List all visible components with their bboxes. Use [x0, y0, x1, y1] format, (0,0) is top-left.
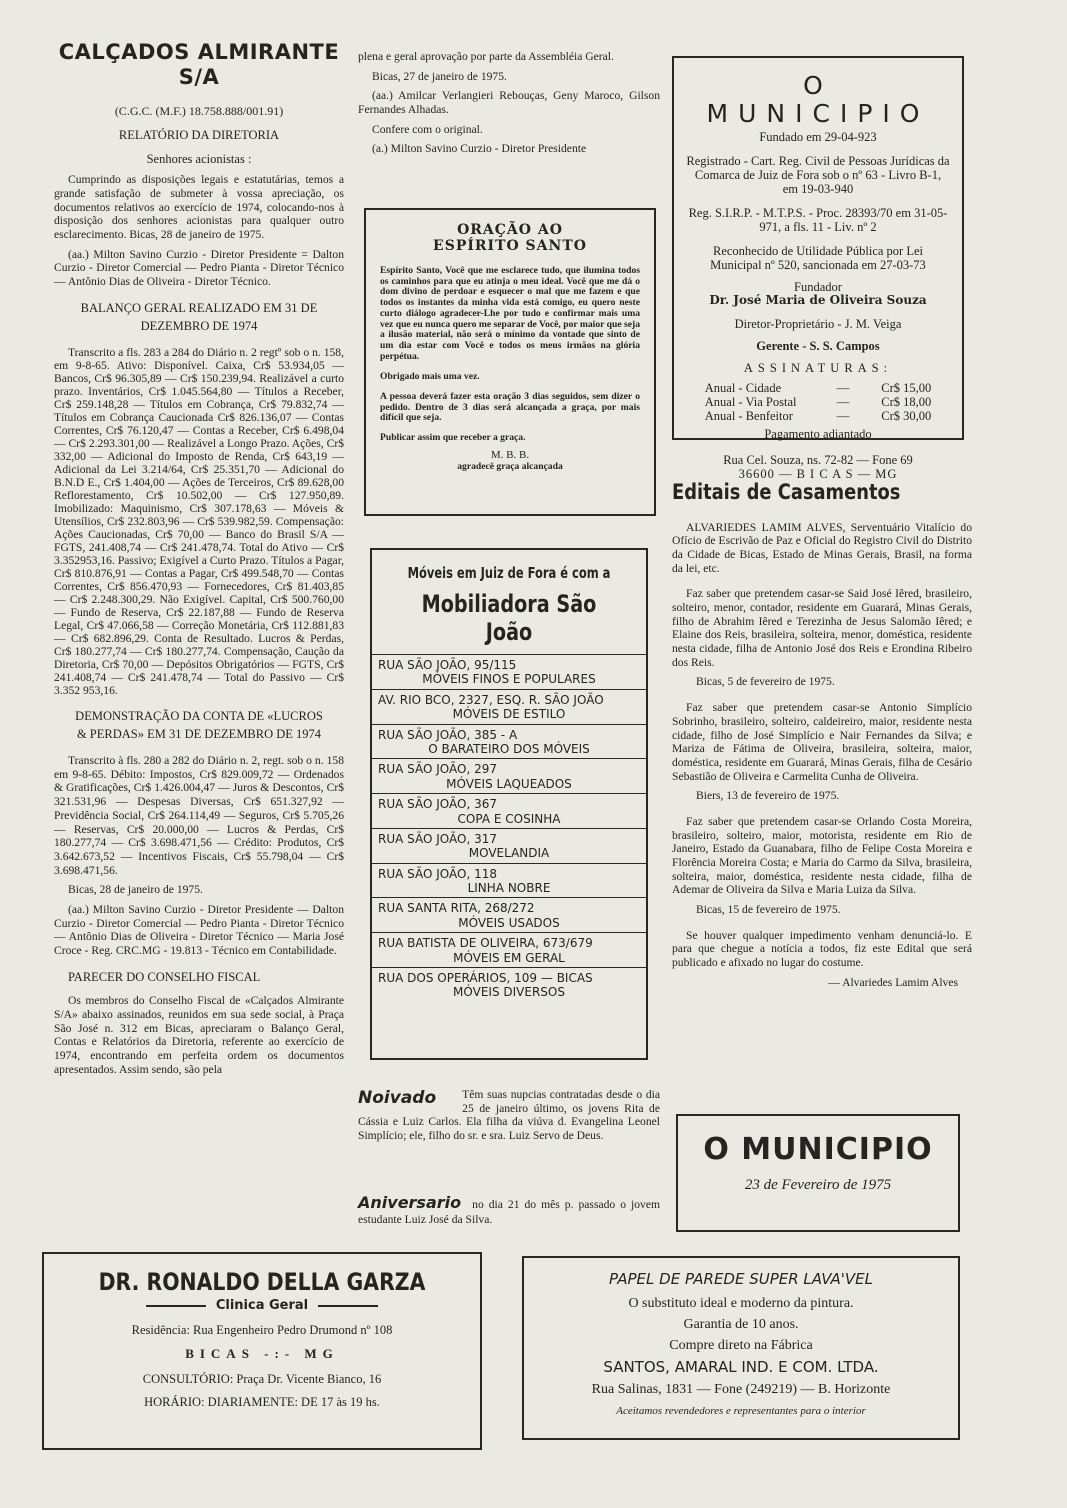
- moveis-row-address: RUA SÃO JOÃO, 367: [378, 797, 497, 812]
- assinatura-2-value: Cr$ 18,00: [881, 395, 932, 410]
- oracao-initials: M. B. B.: [490, 449, 530, 462]
- moveis-row: [372, 898, 646, 933]
- demo-text: Transcrito à fls. 280 a 282 do Diário n. 2, regt. sob o n. 158 em 9-8-65. Débito: Impostos, Cr$ 829.009,72 — Ordenados & Gratificações, Cr$ 1.426.004,47 — Juros & Descontos, Cr$ 321.531,96 — Despesas Diversas, Cr$ 651.327,92 — Previdência Social, Cr$ 264.114,49 — Seguros, Cr$ 5.705,26 — Reservas, Cr$ 20.000,00 — Lucros & Perdas, Cr$ 180.277,74 — Cr$ 3.698.471,56 — Crédito: Produtos, Cr$ 3.642.673,52 — Incentivos Fiscais, Cr$ 55.798,04 — Cr$ 3.698.471,56.: [54, 754, 344, 877]
- assinatura-1-dash: —: [836, 381, 850, 396]
- moveis-row-category: O BARATEIRO DOS MÓVEIS: [428, 741, 590, 756]
- oracao-thanks: Obrigado mais uma vez.: [380, 370, 480, 382]
- noivado-block: [358, 1088, 660, 1143]
- moveis-row: [372, 759, 646, 794]
- moveis-row-category: MÓVEIS USADOS: [458, 915, 560, 930]
- ronaldo-rule-left: [146, 1305, 206, 1307]
- editais-closing: Se houver qualquer impedimento venham denunciá-lo. E para que chegue a notícia a todos, fiz este Edital que será publicado e afixado no lugar do costume.: [672, 928, 972, 969]
- ronaldo-consult: CONSULTÓRIO: Praça Dr. Vicente Bianco, 16: [142, 1372, 382, 1386]
- moveis-row-category: MÓVEIS DE ESTILO: [452, 707, 566, 722]
- calcados-column: [54, 40, 344, 1082]
- moveis-row: [372, 690, 646, 725]
- assinatura-2-dash: —: [836, 395, 850, 410]
- edital-2: Faz saber que pretendem casar-se Antonio Simplício Sobrinho, brasileiro, solteiro, caldeireiro, maior, residente nesta cidade, filho de José Simplício e Nair Fernandes da Silva; e Mariza de Fátima de Oliveira, brasileira, solteira, maior, doméstica, residente em Guarará, Minas Gerais, filha de Cesário Sebastião de Oliveira e Carmelita Cunha de Oliveira.: [672, 701, 972, 783]
- oracao-text: Espírito Santo, Você que me esclarece tudo, que ilumina todos os caminhos para que eu atinja o meu ideal. Você que me dá o dom divino de perdoar e esquecer o mal que me fazem e que todos os instantes da minha vida está comigo, eu quero neste curto diálogo agradecer-Lhe por tudo e confirmar mais uma vez que eu nunca quero me separar de Você, por maior que seja a ilusão material, não será o mínimo da vontade que sinto de um dia estar com Você e todos os meus irmãos na glória perpétua.: [380, 265, 640, 362]
- moveis-row-address: RUA SÃO JOÃO, 95/115: [378, 658, 517, 672]
- municipio-gerente: Gerente - S. S. Campos: [756, 339, 880, 354]
- masthead-date: 23 de Fevereiro de 1975: [744, 1177, 892, 1193]
- moveis-rows: [372, 655, 646, 1002]
- noivado-text: Têm suas nupcias contratadas desde o dia 25 de janeiro último, os jovens Rita de Cássia e Luiz Carlos. Ela filha da viúva d. Evangelina Leonel Simplício; ele, filho do sr. e sra. Luiz Servo de Deus.: [358, 1088, 660, 1143]
- moveis-row: [372, 933, 646, 968]
- moveis-row-address: RUA SÃO JOÃO, 385 - A: [378, 727, 518, 742]
- calcados-greeting: Senhores acionistas :: [146, 152, 252, 167]
- moveis-row-address: RUA BATISTA DE OLIVEIRA, 673/679: [378, 936, 593, 951]
- papel-line-6: Aceitamos revendedores e representantes para o interior: [616, 1405, 866, 1418]
- moveis-row-address: AV. RIO BCO, 2327, ESQ. R. SÃO JOÃO: [378, 692, 604, 707]
- calcados-date2: Bicas, 28 de janeiro de 1975.: [68, 883, 203, 897]
- moveis-row-category: MÓVEIS DIVERSOS: [453, 985, 565, 1000]
- calcados-p3: (aa.) Milton Savino Curzio - Diretor Presidente — Dalton Curzio - Diretor Comercial — Pedro Pianta - Diretor Técnico — Antônio Dias de Oliveira - Diretor Técnico — Maria José Croce - Reg. CRC.MG - 19.813 - Técnico em Contabilidade.: [54, 902, 344, 957]
- municipio-fundador: Dr. José Maria de Oliveira Souza: [709, 293, 927, 307]
- ronaldo-sub-row: [44, 1298, 480, 1313]
- moveis-row-address: RUA DOS OPERÁRIOS, 109 — BICAS: [378, 971, 593, 986]
- aniversario-text: no dia 21 do mês p. passado o jovem estudante Luiz José da Silva.: [358, 1198, 660, 1226]
- papel-line-1: O substituto ideal e moderno da pintura.: [628, 1296, 854, 1311]
- col2-sign: (aa.) Amilcar Verlangieri Rebouças, Geny Maroco, Gilson Fernandes Alhadas.: [358, 89, 660, 117]
- moveis-row: [372, 725, 646, 760]
- noivado-title: Noivado: [358, 1088, 437, 1108]
- moveis-row-category: MÓVEIS FINOS E POPULARES: [422, 672, 596, 687]
- aniversario-title: Aniversario: [358, 1193, 462, 1212]
- editais-title: Editais de Casamentos: [672, 480, 901, 504]
- ronaldo-title: DR. RONALDO DELLA GARZA: [98, 1268, 426, 1296]
- calcados-p2: (aa.) Milton Savino Curzio - Diretor Presidente = Dalton Curzio - Diretor Comercial — Pedro Pianta - Diretor Técnico — Antônio Dias de Oliveira - Diretor Técnico.: [54, 247, 344, 288]
- municipio-diretor: Diretor-Proprietário - J. M. Veiga: [734, 317, 902, 332]
- moveis-row: [372, 968, 646, 1002]
- calcados-cgc: (C.G.C. (M.F.) 18.758.888/001.91): [114, 103, 284, 118]
- municipio-title: O MUNICIPIO: [706, 71, 930, 128]
- ronaldo-box: [42, 1252, 482, 1450]
- balanco-title: BALANÇO GERAL REALIZADO EM 31 DE DEZEMBRO DE 1974: [80, 300, 318, 334]
- moveis-box: [370, 548, 648, 1060]
- col2-confere: Confere com o original.: [372, 122, 483, 136]
- moveis-row-address: RUA SÃO JOÃO, 317: [378, 831, 497, 846]
- moveis-title-2: Mobiliadora São João: [421, 590, 597, 646]
- masthead-box: [676, 1114, 960, 1232]
- assinatura-row-3: [686, 409, 950, 423]
- municipio-endereco: Rua Cel. Souza, ns. 72-82 — Fone 69: [723, 453, 913, 468]
- moveis-row-category: COPA E COSINHA: [457, 811, 561, 826]
- assinatura-2-label: Anual - Via Postal: [704, 395, 797, 410]
- moveis-row: [372, 794, 646, 829]
- assinatura-1-label: Anual - Cidade: [704, 381, 782, 396]
- papel-box: [522, 1256, 960, 1440]
- municipio-pagamento: Pagamento adiantado: [764, 427, 872, 442]
- masthead-title: O MUNICIPIO: [703, 1132, 933, 1167]
- balanco-text: Transcrito a fls. 283 a 284 do Diário n. 2 regtº sob o n. 158, em 9-8-65. Ativo: Disponível. Caixa, Cr$ 53.934,05 — Bancos, Cr$ 96.305,89 — Cr$ 150.239,94. Realizável a curto prazo. Inventários, Cr$ 1.045.564,80 — Títulos a Receber, Cr$ 259.148,28 — Títulos em Cobrança, Cr$ 79.832,74 — Títulos em Cobrança Caucionada Cr$ 826.136,07 — Contas Correntes, Cr$ 76.120,47 — Contas a Receber, Cr$ 6.498,04 — Cr$ 2.293.301,00 — Realizável a Longo Prazo. Ações, Cr$ 332,00 — Adicional do Imposto de Renda, Cr$ 643,19 — Adicional da Lei 3.214/64, Cr$ 25.351,70 — Adicional do B.N.D E., Cr$ 1.404,00 — Ações de Terceiros, Cr$ 89.628,00 Reflorestamento, Cr$ 10.502,00 — Cr$ 127.950,89. Imobilizado: Maquinismo, Cr$ 307.178,63 — Móveis & Utensílios, Cr$ 232.803,96 — Cr$ 539.982,59. Compensação: Ações Caucionadas, Cr$ 70,00 — Banco do Brasil S/A — FGTS, 241.408,74 — Cr$ 241.478,74. Total do Ativo — Cr$ 3.352953,16. Passivo; Exigível a Curto Prazo. Títulos a Pagar, Cr$ 810.876,91 — Contas a Pagar, Cr$ 499.548,70 — Contas Correntes, Cr$ 856.470,93 — Fornecedores, Cr$ 81.403,85 — Cr$ 2.248.300,29. Não Exigível. Capital, Cr$ 500.760,00 — Fundo de Reserva, Cr$ 22.187,88 — Fundo de Reserva Legal, Cr$ 47.066,58 — Correção Monetária, Cr$ 112.881,83 — Cr$ 682.896,29. Conta de Resultado. Lucros & Perdas, Cr$ 180.277,74 — Cr$ 180.277,74. Compensação, Caução da Diretoria, Cr$ 70,00 — Depósitos Obrigatórios — FGTS, Cr$ 241.408,74 — Cr$ 241.478,74 — Total do Passivo — Cr$ 3.352 953,16.: [54, 346, 344, 697]
- municipio-sirp: Reg. S.I.R.P. - M.T.P.S. - Proc. 28393/70 em 31-05-971, a fls. 11 - Liv. nº 2: [688, 206, 948, 234]
- municipio-util: Reconhecido de Utilidade Pública por Lei Municipal nº 520, sancionada em 27-03-73: [710, 244, 926, 272]
- col2-cont: plena e geral aprovação por parte da Assembléia Geral.: [358, 50, 614, 63]
- papel-title: PAPEL DE PAREDE SUPER LAVA'VEL: [608, 1270, 874, 1288]
- calcados-p1: Cumprindo as disposições legais e estatutárias, temos a grande satisfação de submeter à vossa apreciação, os documentos relativos ao exercício de 1974, colocando-nos à disposição dos senhores acionistas para qualquer outro esclarecimento. Bicas, 28 de janeiro de 1975.: [54, 173, 344, 241]
- papel-line-3: Compre direto na Fábrica: [669, 1337, 813, 1353]
- moveis-row-address: RUA SANTA RITA, 268/272: [378, 901, 535, 916]
- oracao-publish: Publicar assim que receber a graça.: [380, 432, 526, 444]
- municipio-cep: 36600 — B I C A S — MG: [738, 467, 898, 482]
- assinatura-row-2: [686, 395, 950, 409]
- parecer-title: PARECER DO CONSELHO FISCAL: [68, 969, 261, 984]
- moveis-row: [372, 829, 646, 864]
- oracao-title-1: ORAÇÃO AO: [457, 222, 563, 238]
- editais-sign: — Alvariedes Lamim Alves: [828, 975, 958, 989]
- assinatura-row-1: [686, 381, 950, 395]
- parecer-text: Os membros do Conselho Fiscal de «Calçados Almirante S/A» abaixo assinados, reunidos em sua sede social, à Praça São José n. 312 em Bicas, apreciaram o Balanço Geral, Contas e Relatórios da Diretoria, referente ao exercício de 1974, encontrando em perfeita ordem os documentos apresentados. Assim sendo, são pela: [54, 994, 344, 1076]
- demo-title: DEMONSTRAÇÃO DA CONTA DE «LUCROS & PERDAS» EM 31 DE DEZEMBRO DE 1974: [75, 708, 323, 742]
- moveis-row-category: LINHA NOBRE: [467, 881, 551, 896]
- col2-date: Bicas, 27 de janeiro de 1975.: [372, 69, 507, 83]
- municipio-fundador-label: Fundador: [794, 280, 842, 294]
- col2-top: [358, 50, 660, 162]
- calcados-title: CALÇADOS ALMIRANTE S/A: [58, 40, 340, 89]
- oracao-box: [364, 208, 656, 516]
- municipio-fundado: Fundado em 29-04-923: [759, 130, 877, 144]
- edital-1-date: Bicas, 5 de fevereiro de 1975.: [696, 675, 835, 689]
- calcados-subtitle: RELATÓRIO DA DIRETORIA: [118, 127, 280, 142]
- ronaldo-hor: HORÁRIO: DIARIAMENTE: DE 17 às 19 hs.: [144, 1395, 380, 1409]
- edital-1: Faz saber que pretendem casar-se Said José Iêred, brasileiro, solteiro, menor, contador, residente em Guarará, Minas Gerais, filho de Abrahim Iêred e Terezinha de Jesus Salomão Iêred; e Elaine dos Reis, brasileira, solteira, menor, doméstica, residente nesta cidade, filha de Antonio José dos Reis e Erondina Ribeiro dos Reis.: [672, 587, 972, 669]
- municipio-assinaturas: ASSINATURAS:: [743, 361, 893, 376]
- ronaldo-sub: Clinica Geral: [215, 1298, 309, 1313]
- editais-intro: ALVARIEDES LAMIM ALVES, Serventuário Vitalício do Ofício de Escrivão de Paz e Oficial do Registro Civil do Distrito da Cidade de Bicas, Estado de Minas Gerais, Brasil, na forma da lei, etc.: [672, 520, 972, 575]
- ronaldo-city: BICAS -:- MG: [185, 1346, 339, 1361]
- moveis-row-category: MOVELANDIA: [468, 846, 550, 861]
- moveis-row-category: MÓVEIS EM GERAL: [453, 950, 565, 965]
- ronaldo-res: Residência: Rua Engenheiro Pedro Drumond nº 108: [131, 1323, 393, 1337]
- assinatura-3-value: Cr$ 30,00: [881, 409, 932, 424]
- moveis-row-category: MÓVEIS LAQUEADOS: [446, 776, 572, 791]
- assinatura-3-label: Anual - Benfeitor: [704, 409, 793, 424]
- edital-3: Faz saber que pretendem casar-se Orlando Costa Moreira, brasileiro, solteiro, maior, motorista, residente em Rio de Janeiro, Estado da Guanabara, filho de Felipe Costa Moreira e Florência Moreira Costa; e Maria do Carmo da Silva, brasileira, solteira, maior, doméstica, residente nesta cidade, filha de Ademar de Oliveira da Silva e Maria Luiza da Silva.: [672, 814, 972, 897]
- assinatura-1-value: Cr$ 15,00: [881, 381, 932, 396]
- assinatura-3-dash: —: [836, 409, 850, 424]
- oracao-instr: A pessoa deverá fazer esta oração 3 dias seguidos, sem dizer o pedido. Dentro de 3 dias será alcançada a graça, por mais difícil que seja.: [380, 390, 640, 424]
- papel-line-5: Rua Salinas, 1831 — Fone (249219) — B. Horizonte: [591, 1382, 891, 1398]
- moveis-title-1: Móveis em Juiz de Fora é com a: [407, 564, 611, 582]
- moveis-row: [372, 655, 646, 690]
- ronaldo-rule-right: [318, 1305, 378, 1307]
- papel-line-4: SANTOS, AMARAL IND. E COM. LTDA.: [603, 1358, 879, 1377]
- moveis-row-address: RUA SÃO JOÃO, 297: [378, 762, 497, 777]
- edital-2-date: Biers, 13 de fevereiro de 1975.: [696, 789, 840, 803]
- editais-column: [672, 480, 972, 989]
- municipio-reg: Registrado - Cart. Reg. Civil de Pessoas Jurídicas da Comarca de Juiz de Fora sob o nº 63 - Livro B-1, em 19-03-940: [686, 154, 950, 196]
- papel-line-2: Garantia de 10 anos.: [683, 1316, 799, 1332]
- edital-3-date: Bicas, 15 de fevereiro de 1975.: [696, 902, 841, 916]
- oracao-agrad: agradecê graça alcançada: [457, 461, 563, 473]
- moveis-row-address: RUA SÃO JOÃO, 118: [378, 866, 497, 881]
- municipio-box: [672, 56, 964, 482]
- aniversario-block: [358, 1194, 660, 1227]
- col2-sign2: (a.) Milton Savino Curzio - Diretor Presidente: [372, 142, 587, 156]
- moveis-row: [372, 864, 646, 899]
- oracao-title-2: ESPÍRITO SANTO: [433, 238, 587, 254]
